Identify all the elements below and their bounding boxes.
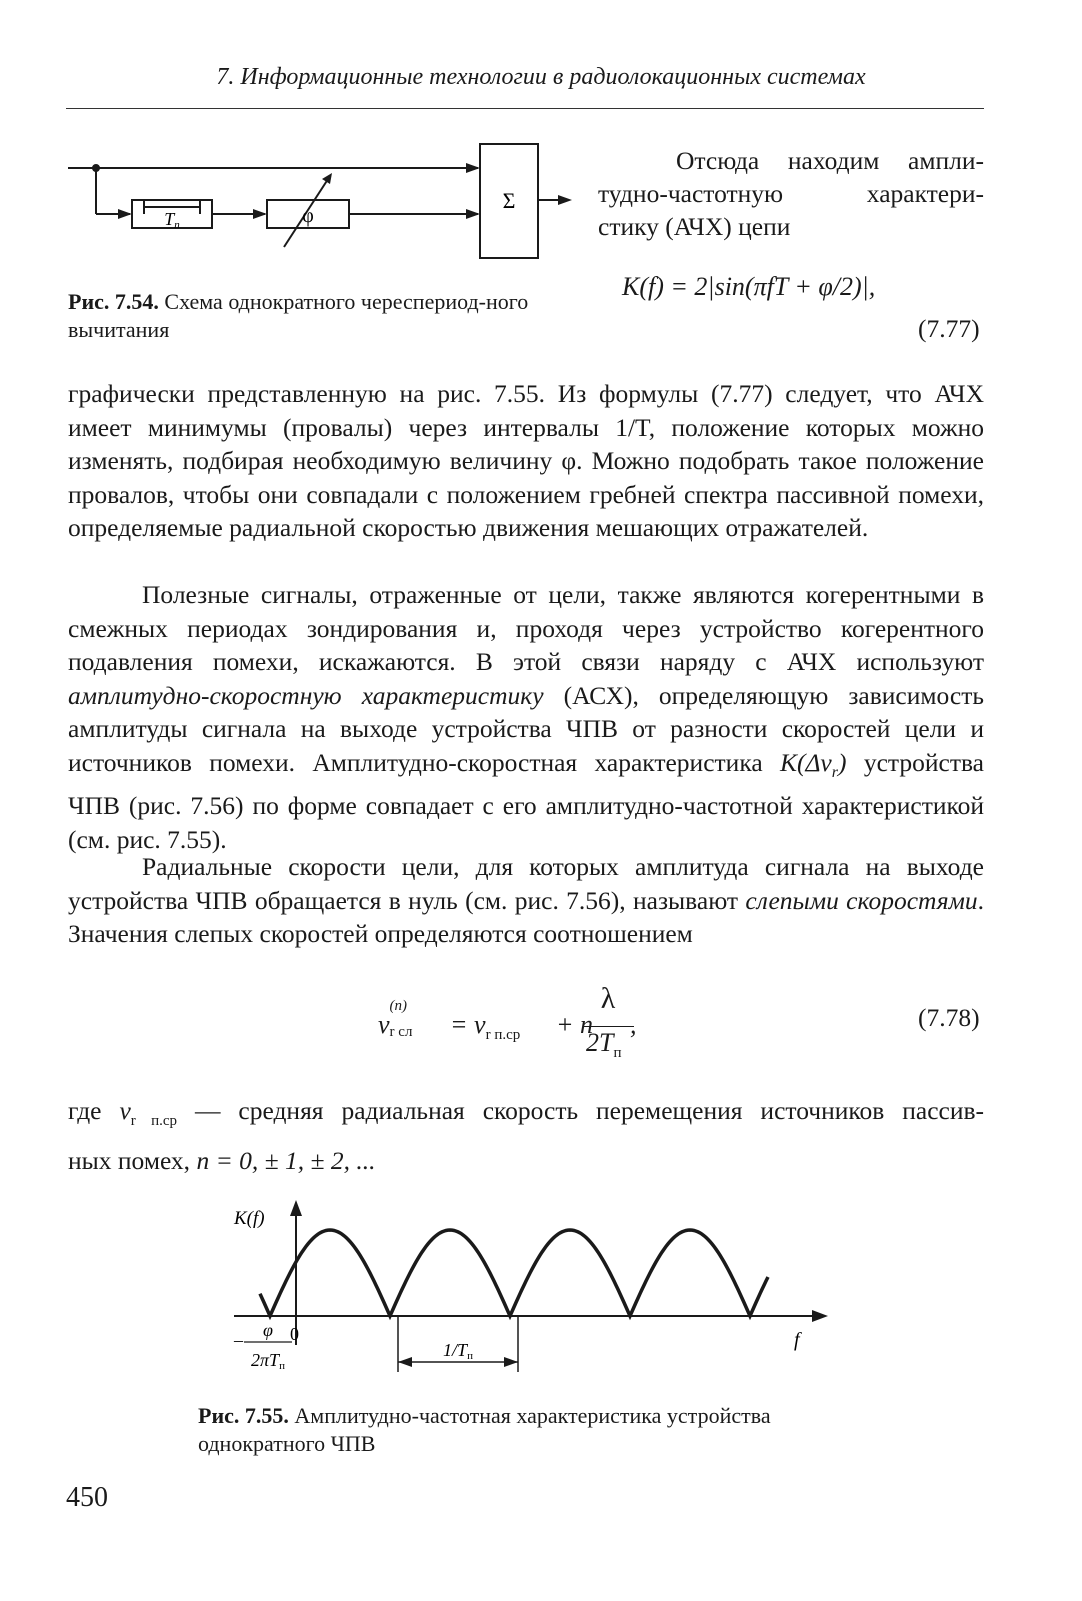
y-axis-arrow — [290, 1200, 302, 1216]
emphasis-term: амплитудно-скоростную характеристику — [68, 680, 544, 710]
phase-label: φ — [302, 205, 314, 227]
figure-7-54-diagram — [60, 132, 580, 272]
caption-label: Рис. 7.54. — [68, 289, 159, 314]
offset-numerator: φ — [263, 1320, 273, 1340]
x-axis-arrow — [812, 1310, 828, 1322]
figure-7-55-caption — [198, 1402, 888, 1458]
caption-text: Амплитудно-частотная характеристика устройства однократного ЧПВ — [198, 1403, 771, 1456]
paragraph-2: Полезные сигналы, отраженные от цели, также являются когерентными в смежных периодах зондирования и, проходя через устройство когерентного подавления помехи, искажаются. В этой связи наряду с АЧХ используют амплитудно-скоростную характеристику (АСХ), определяющую зависимость амплитуды сигнала на выходе устройства ЧПВ от разности скоростей цели и источников помехи. Амплитудно-скоростная характеристика $K(\Delta v_r)$ устройства ЧПВ (рис. 7.56) по форме совпадает с его амплитудно-частотной характеристикой (см. рис. 7.55). — [68, 580, 984, 854]
delay-label: Tп — [164, 209, 180, 231]
offset-denominator: 2πTп — [251, 1350, 285, 1372]
negative-sign: – — [234, 1330, 243, 1350]
right-text-column — [598, 144, 984, 243]
right-text-line-3: стику (АЧХ) цепи — [598, 212, 791, 241]
y-axis-label: K(f) — [234, 1208, 265, 1229]
x-axis-label: f — [794, 1329, 800, 1351]
afc-curve — [260, 1230, 768, 1316]
sigma-label: Σ — [502, 188, 516, 213]
figure-7-54-caption — [68, 288, 568, 344]
paragraph-1: графически представленную на рис. 7.55. Из формулы (7.77) следует, что АЧХ имеет минимумы (провалы) через интервалы 1/T, положение которых можно изменять, подбирая необходимую величину φ. Можно подобрать такое положение провалов, чтобы они совпадали с положением гребней спектра пассивной помехи, определяемые радиальной скоростью движения мешающих отражателей. — [68, 379, 984, 542]
running-header: 7. Информационные технологии в радиолокационных системах — [216, 64, 866, 90]
figure-7-55-chart — [220, 1200, 840, 1390]
caption-text: Схема однократного череспериод-ного вычитания — [68, 289, 529, 342]
interval-label: 1/Tп — [443, 1340, 473, 1362]
origin-label: 0 — [290, 1324, 299, 1344]
equation-7-77: K(f) = 2|sin(πfT + φ/2)|, — [622, 272, 876, 301]
equation-7-77-number: (7.77) — [918, 314, 980, 343]
caption-label: Рис. 7.55. — [198, 1403, 289, 1428]
where-line-2: ных помех, n = 0, ± 1, ± 2, ... — [68, 1146, 376, 1175]
right-text-line-2: тудно-частотную характери- — [598, 179, 984, 208]
header-rule — [66, 108, 984, 109]
where-line-1: где $v_{r п.ср}$ — средняя радиальная скорость перемещения источников пассив- — [68, 1096, 985, 1130]
equation-7-78-number: (7.78) — [918, 1003, 980, 1032]
emphasis-term: слепыми скоростями — [745, 885, 978, 915]
right-text-line-1: Отсюда находим ампли- — [676, 146, 984, 175]
page-number: 450 — [66, 1482, 108, 1513]
paragraph-3: Радиальные скорости цели, для которых амплитуда сигнала на выходе устройства ЧПВ обращается в нуль (см. рис. 7.56), называют слепыми скоростями. Значения слепых скоростей определяются соотношением — [68, 852, 985, 948]
inline-formula: $K(\Delta v_r)$ — [779, 747, 847, 781]
